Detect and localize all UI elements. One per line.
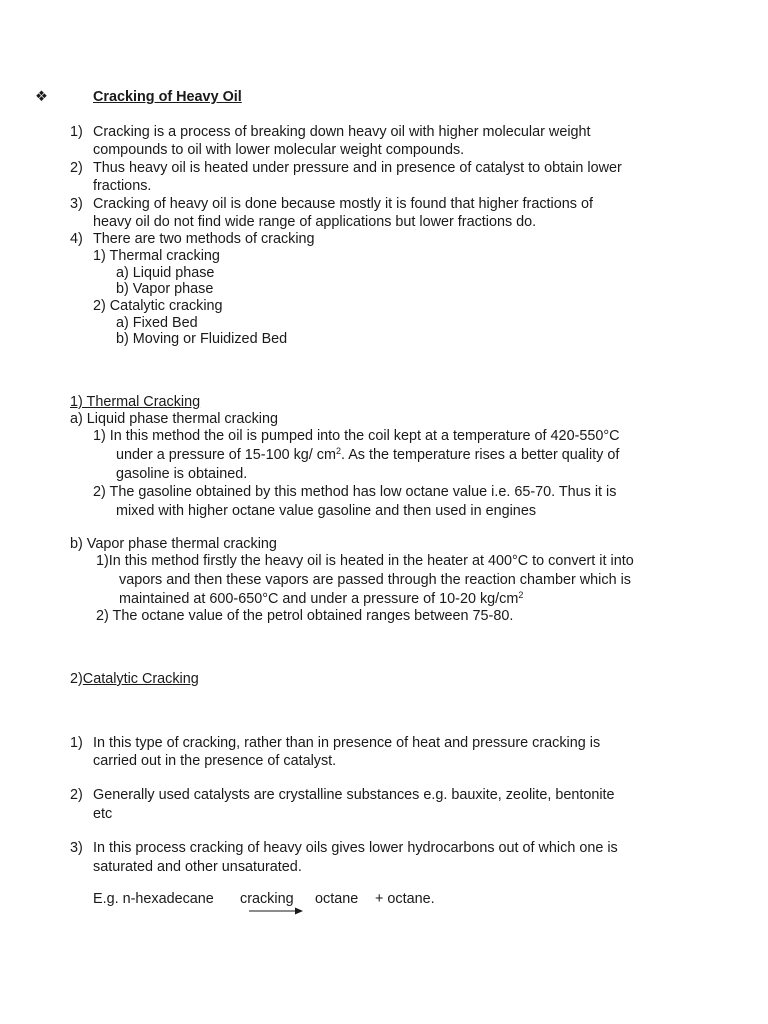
- vapor-item-2: 2) The octane value of the petrol obtained ranges between 75-80.: [96, 608, 514, 624]
- method-thermal: 1) Thermal cracking: [93, 248, 220, 264]
- method-thermal-a: a) Liquid phase: [116, 265, 215, 281]
- reaction-arrow-icon: [249, 906, 303, 916]
- intro-item-2-line-2: fractions.: [93, 178, 152, 194]
- liquid-phase-heading: a) Liquid phase thermal cracking: [70, 411, 278, 427]
- catalytic-item-2-line-1: Generally used catalysts are crystalline substances e.g. bauxite, zeolite, bentonite: [93, 787, 615, 803]
- method-thermal-b: b) Vapor phase: [116, 281, 214, 297]
- intro-item-3-line-2: heavy oil do not find wide range of applications but lower fractions do.: [93, 214, 537, 230]
- catalytic-item-1-num: 1): [70, 735, 83, 751]
- intro-item-4-num: 4): [70, 231, 83, 247]
- intro-item-2-line-1: Thus heavy oil is heated under pressure and in presence of catalyst to obtain lower: [93, 160, 622, 176]
- liquid-item-1-line-1: 1) In this method the oil is pumped into the coil kept at a temperature of 420-550°C: [93, 428, 620, 444]
- intro-item-1-line-2: compounds to oil with lower molecular weight compounds.: [93, 142, 465, 158]
- catalytic-item-2-line-2: etc: [93, 806, 113, 822]
- intro-item-3-line-1: Cracking of heavy oil is done because mostly it is found that higher fractions of: [93, 196, 593, 212]
- reaction-arrow-label: cracking: [240, 891, 294, 907]
- reaction-product-2: + octane.: [375, 891, 435, 907]
- vapor-item-1-line-2: vapors and then these vapors are passed through the reaction chamber which is: [119, 572, 631, 588]
- intro-item-4-line-1: There are two methods of cracking: [93, 231, 315, 247]
- liquid-item-1-line-3: gasoline is obtained.: [116, 466, 248, 482]
- catalytic-item-1-line-2: carried out in the presence of catalyst.: [93, 753, 337, 769]
- liquid-item-2-line-2: mixed with higher octane value gasoline and then used in engines: [116, 503, 537, 519]
- method-catalytic: 2) Catalytic cracking: [93, 298, 223, 314]
- vapor-phase-heading: b) Vapor phase thermal cracking: [70, 536, 277, 552]
- vapor-item-1-line-3: maintained at 600-650°C and under a pressure of 10-20 $kg/cm^2$: [119, 590, 524, 607]
- heading-bullet: ❖: [35, 89, 48, 105]
- reaction-reactant: E.g. n-hexadecane: [93, 891, 214, 907]
- liquid-item-1-line-2: under a pressure of 15-100 kg/ $cm^2$. As the temperature rises a better quality of: [116, 446, 620, 463]
- intro-item-1-num: 1): [70, 124, 83, 140]
- page-title: Cracking of Heavy Oil: [93, 89, 242, 105]
- liquid-item-2-line-1: 2) The gasoline obtained by this method has low octane value i.e. 65-70. Thus it is: [93, 484, 617, 500]
- catalytic-section-heading: 2)Catalytic Cracking: [70, 671, 199, 687]
- reaction-product-1: octane: [315, 891, 359, 907]
- intro-item-3-num: 3): [70, 196, 83, 212]
- vapor-item-1-line-1: 1)In this method firstly the heavy oil is heated in the heater at 400°C to convert it into: [96, 553, 634, 569]
- catalytic-item-3-line-1: In this process cracking of heavy oils gives lower hydrocarbons out of which one is: [93, 840, 618, 856]
- intro-item-1-line-1: Cracking is a process of breaking down heavy oil with higher molecular weight: [93, 124, 591, 140]
- thermal-section-heading: 1) Thermal Cracking: [70, 394, 201, 410]
- catalytic-item-3-line-2: saturated and other unsaturated.: [93, 859, 302, 875]
- method-catalytic-b: b) Moving or Fluidized Bed: [116, 331, 288, 347]
- catalytic-item-2-num: 2): [70, 787, 83, 803]
- catalytic-item-3-num: 3): [70, 840, 83, 856]
- catalytic-item-1-line-1: In this type of cracking, rather than in presence of heat and pressure cracking is: [93, 735, 601, 751]
- method-catalytic-a: a) Fixed Bed: [116, 315, 198, 331]
- intro-item-2-num: 2): [70, 160, 83, 176]
